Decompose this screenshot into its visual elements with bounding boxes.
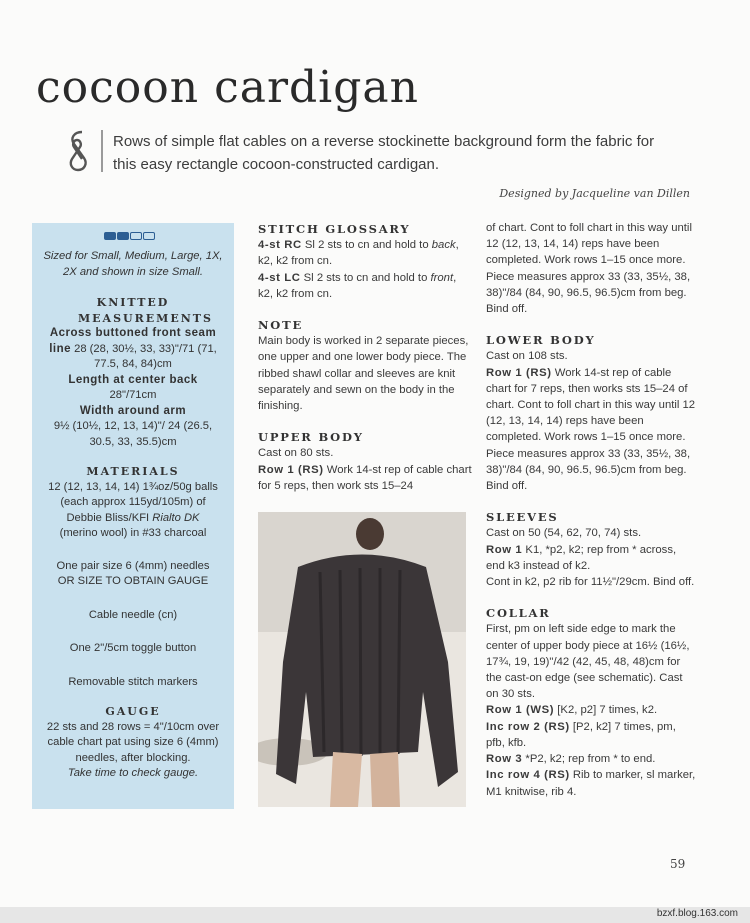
glossary-4st-lc: 4-st LC Sl 2 sts to cn and hold to front, k2, k2 from cn. <box>258 271 457 300</box>
collar-inc-row2: Inc row 2 (RS) [P2, k2] 7 times, pm, pfb, kfb. <box>486 720 676 749</box>
collar-text: First, pm on left side edge to mark the center of upper body piece at 16½ (16½, 17¾, 19, 19)"/42 (42, 45, 48, 48)cm for the cast-on edge (see schematic). Cast on 30 sts. <box>486 623 690 701</box>
upper-body-cast-on: Cast on 80 sts. <box>258 447 334 460</box>
intro-text: Rows of simple flat cables on a reverse stockinette background form the fabric for this easy rectangle cocoon-constructed cardigan. <box>113 133 655 173</box>
gauge-heading: GAUGE <box>105 705 161 718</box>
footer-watermark: bzxf.blog.163.com <box>656 908 738 919</box>
note-heading: NOTE <box>258 318 304 333</box>
info-sidebar <box>32 223 234 809</box>
lower-body-heading: LOWER BODY <box>486 333 596 348</box>
glossary-4st-rc: 4-st RC Sl 2 sts to cn and hold to back, k2, k2 from cn. <box>258 239 459 268</box>
note-text: Main body is worked in 2 separate pieces, one upper and one lower body piece. The ribbed shawl collar and sleeves are knit separately and sewn on the body in the finishing. <box>258 335 469 413</box>
page-number: 59 <box>670 857 686 871</box>
measurement-length-label: Length at center back <box>68 373 198 386</box>
skill-level-pip <box>143 232 155 240</box>
measurement-arm-label: Width around arm <box>79 404 187 417</box>
gauge-note: Take time to check gauge. <box>67 767 199 779</box>
designer-credit: Designed by Jacqueline van Dillen <box>499 187 690 200</box>
page-title: cocoon cardigan <box>36 62 419 113</box>
collar-row3: Row 3 *P2, k2; rep from * to end. <box>486 753 656 766</box>
measurement-length-value: 28"/71cm <box>109 389 157 401</box>
column-1 <box>258 221 473 494</box>
gauge-text: 22 sts and 28 rows = 4"/10cm over cable chart pat using size 6 (4mm) needles, after blocking. <box>46 720 220 764</box>
lower-body-row1: Row 1 (RS) Work 14-st rep of cable chart for 7 reps, then works sts 15–24 of chart. Cont to foll chart in this way until 12 (12, 13, 14, 14) reps have been completed. Work rows 1–15 once more. Piece measures approx 33 (33, 35½, 38, 38)"/84 (84, 90, 96.5, 96.5)cm from beg. Bind off. <box>486 366 696 493</box>
material-yarn: 12 (12, 13, 14, 14) 1¾oz/50g balls (each approx 115yd/105m) of Debbie Bliss/KFI Rialto DK (merino wool) in #33 charcoal <box>48 480 218 539</box>
sleeves-row1: Row 1 K1, *p2, k2; rep from * across, end k3 instead of k2. <box>486 543 677 572</box>
paperclip-logo-icon <box>62 128 94 174</box>
material-needles: One pair size 6 (4mm) needles OR SIZE TO OBTAIN GAUGE <box>56 559 210 587</box>
measurements-heading: KNITTED MEASUREMENTS <box>78 296 213 325</box>
footer-bar <box>0 907 750 923</box>
materials-heading: MATERIALS <box>86 465 180 478</box>
upper-body-heading: UPPER BODY <box>258 430 364 445</box>
sleeves-continue: Cont in k2, p2 rib for 11½"/29cm. Bind off. <box>486 576 695 589</box>
sleeves-heading: SLEEVES <box>486 510 559 525</box>
upper-body-continued: of chart. Cont to foll chart in this way until 12 (12, 13, 14, 14) reps have been completed. Work rows 1–15 once more. Piece measures approx 33 (33, 35½, 38, 38)"/84 (84, 90, 96.5, 96.5)cm from beg. Bind off. <box>486 222 692 316</box>
cardigan-photo <box>258 512 466 807</box>
sizes-text: Sized for Small, Medium, Large, 1X, 2X and shown in size Small. <box>43 250 223 278</box>
collar-row1: Row 1 (WS) [K2, p2] 7 times, k2. <box>486 704 658 717</box>
lower-body-cast-on: Cast on 108 sts. <box>486 350 568 363</box>
intro-divider <box>101 130 103 172</box>
material-cable-needle: Cable needle (cn) <box>88 608 178 621</box>
column-2 <box>486 220 696 800</box>
collar-heading: COLLAR <box>486 606 551 621</box>
measurement-across: Across buttoned front seam line 28 (28, 30½, 33, 33)"/71 (71, 77.5, 84, 84)cm <box>49 327 217 370</box>
skill-level-pip <box>130 232 142 240</box>
material-button: One 2"/5cm toggle button <box>69 642 197 654</box>
measurement-arm-value: 9½ (10½, 12, 13, 14)"/ 24 (26.5, 30.5, 33, 35.5)cm <box>53 420 213 448</box>
collar-inc-row4: Inc row 4 (RS) Rib to marker, sl marker, M1 knitwise, rib 4. <box>486 769 696 798</box>
skill-level-pip <box>104 232 116 240</box>
material-markers: Removable stitch markers <box>68 675 198 688</box>
skill-level-pip <box>117 232 129 240</box>
skill-level-indicator <box>104 232 155 240</box>
sleeves-cast-on: Cast on 50 (54, 62, 70, 74) sts. <box>486 527 642 540</box>
glossary-heading: STITCH GLOSSARY <box>258 222 411 236</box>
upper-body-row1: Row 1 (RS) Work 14-st rep of cable chart for 5 reps, then work sts 15–24 <box>258 463 472 492</box>
